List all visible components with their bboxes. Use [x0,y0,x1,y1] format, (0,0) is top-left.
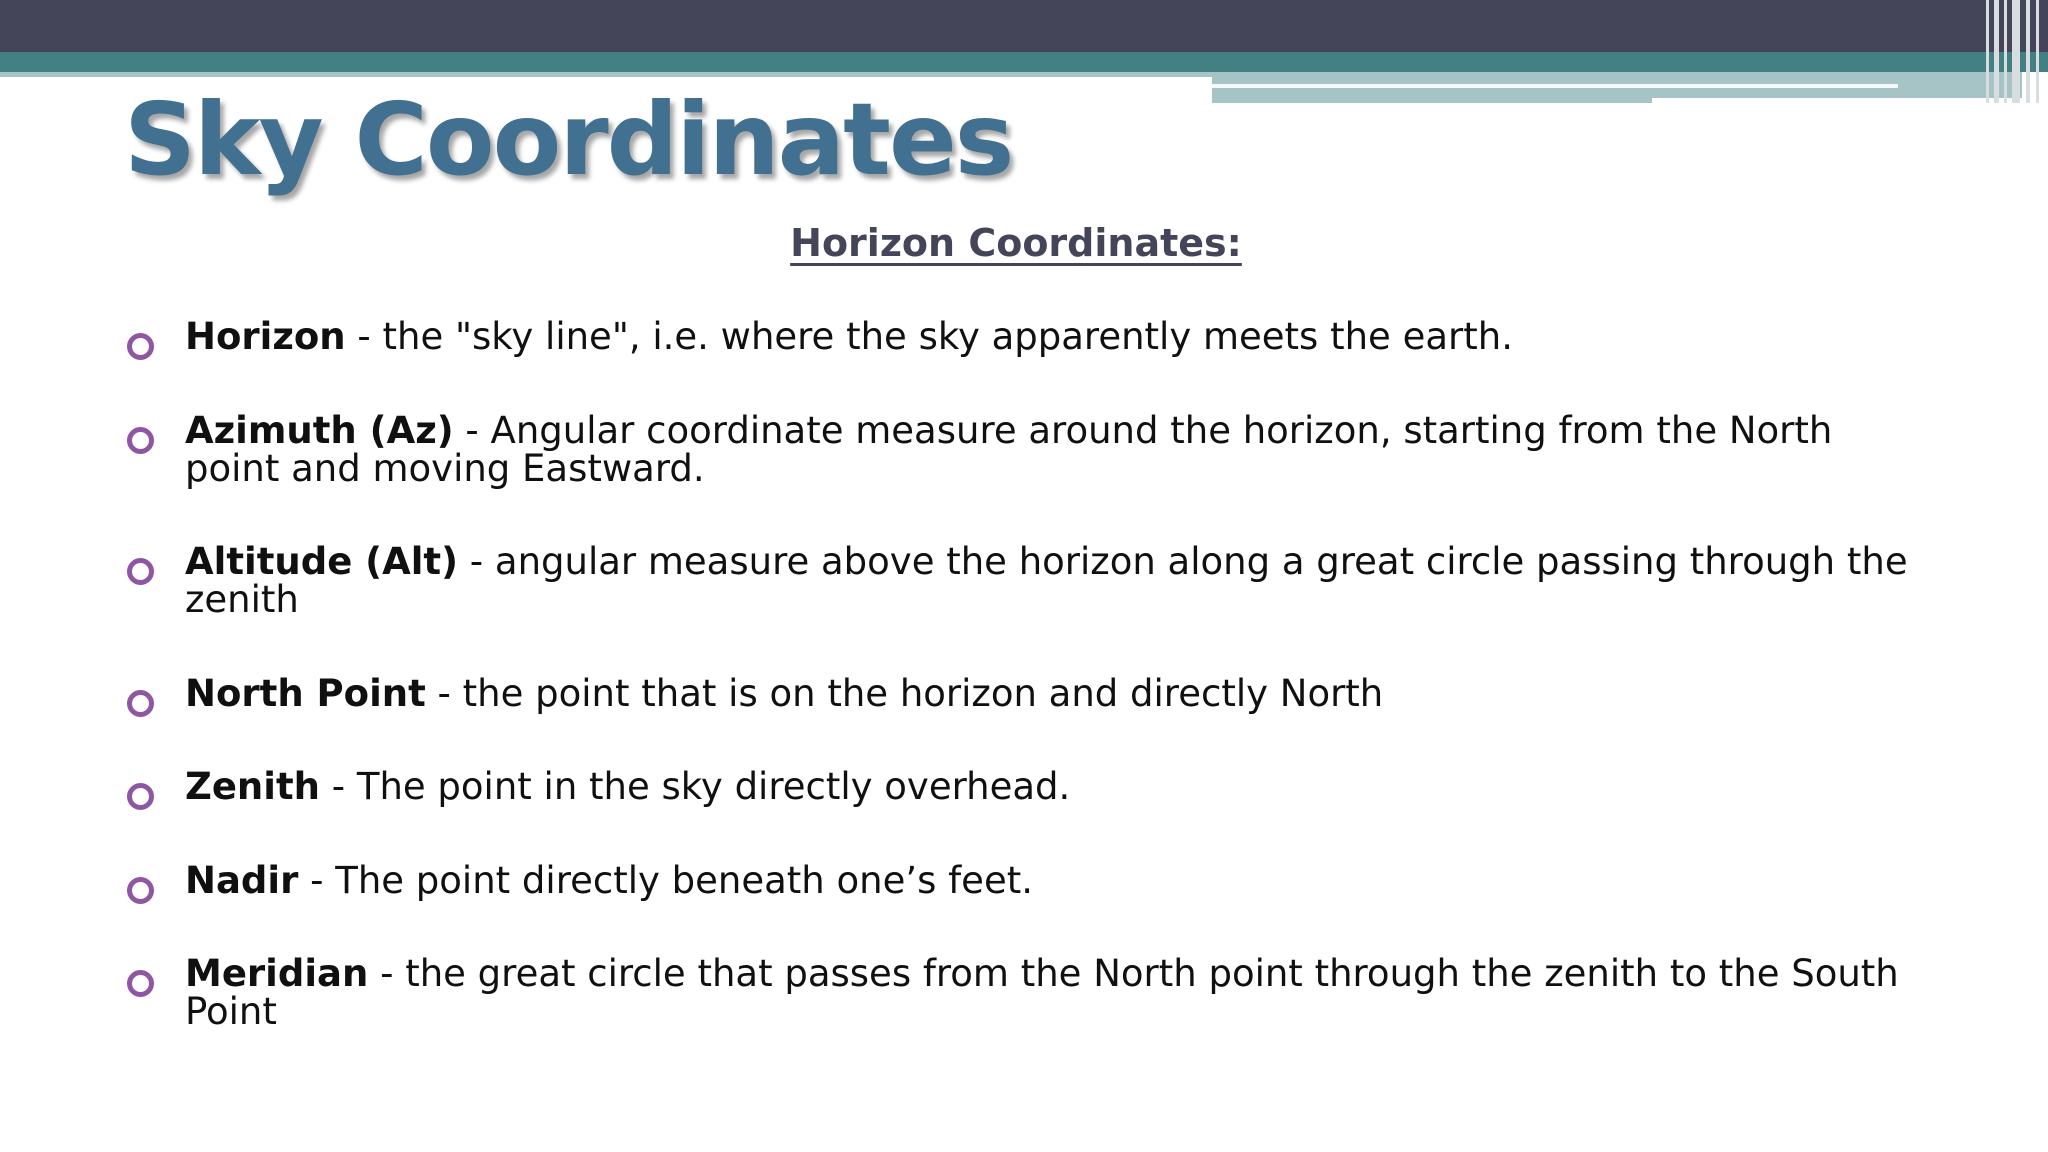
term-name: Nadir [185,859,299,902]
hollow-circle-icon [127,690,154,717]
term-definition: - The point in the sky directly overhead. [319,765,1071,808]
hollow-circle-icon [127,333,154,360]
term-definition: - Angular coordinate measure around the horizon, starting from the North point and moving Eastward. [185,409,1833,490]
term-text [185,765,1925,808]
term-definition: - the great circle that passes from the North point through the zenith to the South Point [185,952,1899,1033]
slide-title: Sky Coordinates [124,81,1013,198]
header-teal-band [0,52,2048,72]
hollow-circle-icon [127,558,154,585]
term-name: Zenith [185,765,320,808]
term-text [185,409,1925,490]
term-name: Azimuth (Az) [185,409,454,452]
term-name: Altitude (Alt) [185,540,459,583]
term-text [185,859,1925,902]
header-stripe [2004,0,2007,103]
term-name: Meridian [185,952,369,995]
term-definition: - the "sky line", i.e. where the sky apparently meets the earth. [345,315,1513,358]
header-light-strip [0,72,1212,77]
term-definition: - The point directly beneath one’s feet. [298,859,1033,902]
header-stripe [1986,0,1989,103]
section-subheading: Horizon Coordinates: [790,221,1242,265]
header-right-low-line [1652,98,2022,103]
header-stripe [2012,0,2020,103]
header-stripe [1994,0,1999,103]
term-text [185,952,1925,1033]
header-stripe [2036,0,2039,103]
term-text [185,672,1925,715]
header-stripe [2026,0,2030,103]
term-name: Horizon [185,315,346,358]
term-text [185,540,1925,621]
term-text [185,315,1925,358]
hollow-circle-icon [127,970,154,997]
hollow-circle-icon [127,427,154,454]
hollow-circle-icon [127,783,154,810]
header-dark-band [0,0,2048,52]
header-right-line [1212,84,1898,88]
term-definition: - the point that is on the horizon and directly North [425,672,1384,715]
hollow-circle-icon [127,877,154,904]
term-name: North Point [185,672,426,715]
term-definition: - angular measure above the horizon along a great circle passing through the zenith [185,540,1908,621]
